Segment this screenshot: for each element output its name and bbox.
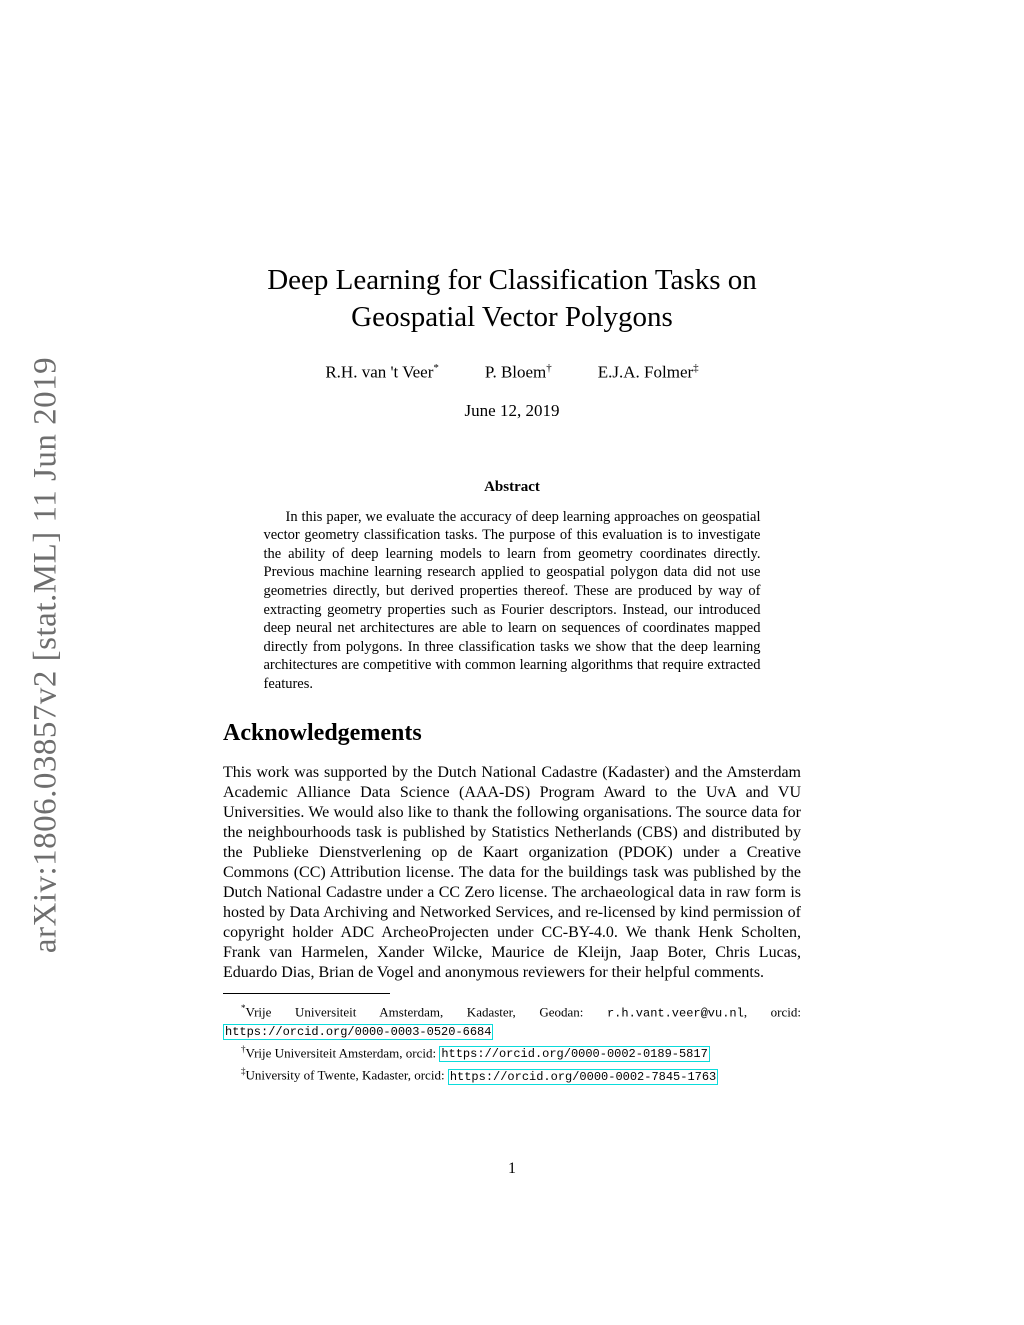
- paper-title: Deep Learning for Classification Tasks on Geospatial Vector Polygons: [267, 264, 757, 333]
- paper-date: June 12, 2019: [464, 400, 560, 420]
- author-1-mark: *: [433, 362, 439, 374]
- acknowledgements-text: This work was supported by the Dutch National Cadastre (Kadaster) and the Amsterdam Academic Alliance Data Science (AAA-DS) Program Award to the UvA and VU Universities. We would also like to thank the following organisations. The source data for the neighbourhoods task is published by Statistics Netherlands (CBS) and distributed by the Publieke Dienstverlening op de Kaart organization (PDOK) under a Creative Commons (CC) Attribution license. The data for the buildings task was published by the Dutch National Cadastre under a CC Zero license. The archaeological data in raw form is hosted by Data Archiving and Networked Services, and re-licensed by kind permission of copyright holder ADC ArcheoProjecten under CC-BY-4.0. We thank Henk Scholten, Frank van Harmelen, Xander Wilcke, Maurice de Kleijn, Jaap Boter, Chris Lucas, Eduardo Dias, Brian de Vogel and anonymous reviewers for their helpful comments.: [223, 763, 801, 981]
- section-heading-acknowledgements: Acknowledgements: [223, 719, 422, 746]
- footnote-3-orcid-link[interactable]: https://orcid.org/0000-0002-7845-1763: [449, 1069, 717, 1084]
- arxiv-watermark: arXiv:1806.03857v2 [stat.ML] 11 Jun 2019: [27, 356, 64, 954]
- footnote-rule: [223, 993, 390, 994]
- page-number: 1: [508, 1160, 516, 1177]
- author-1: [325, 362, 439, 383]
- footnote-1: [223, 1000, 801, 1041]
- author-2-name: P. Bloem: [484, 362, 547, 382]
- author-2: [485, 362, 552, 383]
- author-2-mark: †: [546, 362, 552, 374]
- footnote-3-mark: ‡: [241, 1066, 246, 1077]
- footnote-2-text: Vrije Universiteit Amsterdam, orcid:: [245, 1045, 440, 1061]
- author-1-name: R.H. van 't Veer: [325, 362, 434, 382]
- author-3-name: E.J.A. Folmer: [597, 362, 694, 382]
- footnote-2: [223, 1041, 801, 1063]
- footnote-1-text-mid: , orcid:: [743, 1003, 801, 1019]
- footnote-1-email: r.h.vant.veer@vu.nl: [606, 1005, 744, 1020]
- author-3: [598, 362, 699, 383]
- author-list: [223, 362, 801, 383]
- abstract-text: In this paper, we evaluate the accuracy of deep learning approaches on geospatial vector geometry classification tasks. The purpose of this evaluation is to investigate the ability of deep learning models to learn from geometry coordinates directly. Previous machine learning research applied to geospatial polygon data did not use geometries directly, but derived properties thereof. These are produced by way of extracting geometry properties such as Fourier descriptors. Instead, our introduced deep neural net architectures are able to learn on sequences of coordinates mapped directly from polygons. In three classification tasks we show that the deep learning architectures are competitive with common learning algorithms that require extracted features.: [263, 508, 761, 692]
- footnote-1-text: Vrije Universiteit Amsterdam, Kadaster, Geodan:: [245, 1003, 607, 1019]
- footnote-2-mark: †: [241, 1043, 246, 1054]
- author-3-mark: ‡: [693, 362, 699, 374]
- footnote-1-mark: *: [241, 1002, 246, 1013]
- footnote-1-orcid-link[interactable]: https://orcid.org/0000-0003-0520-6684: [225, 1024, 492, 1039]
- footnote-3: [223, 1063, 801, 1085]
- footnote-3-text: University of Twente, Kadaster, orcid:: [245, 1067, 448, 1083]
- footnotes: [223, 1000, 801, 1086]
- abstract-heading: Abstract: [484, 478, 540, 495]
- footnote-2-orcid-link[interactable]: https://orcid.org/0000-0002-0189-5817: [441, 1047, 708, 1062]
- paper-content: [223, 0, 801, 1086]
